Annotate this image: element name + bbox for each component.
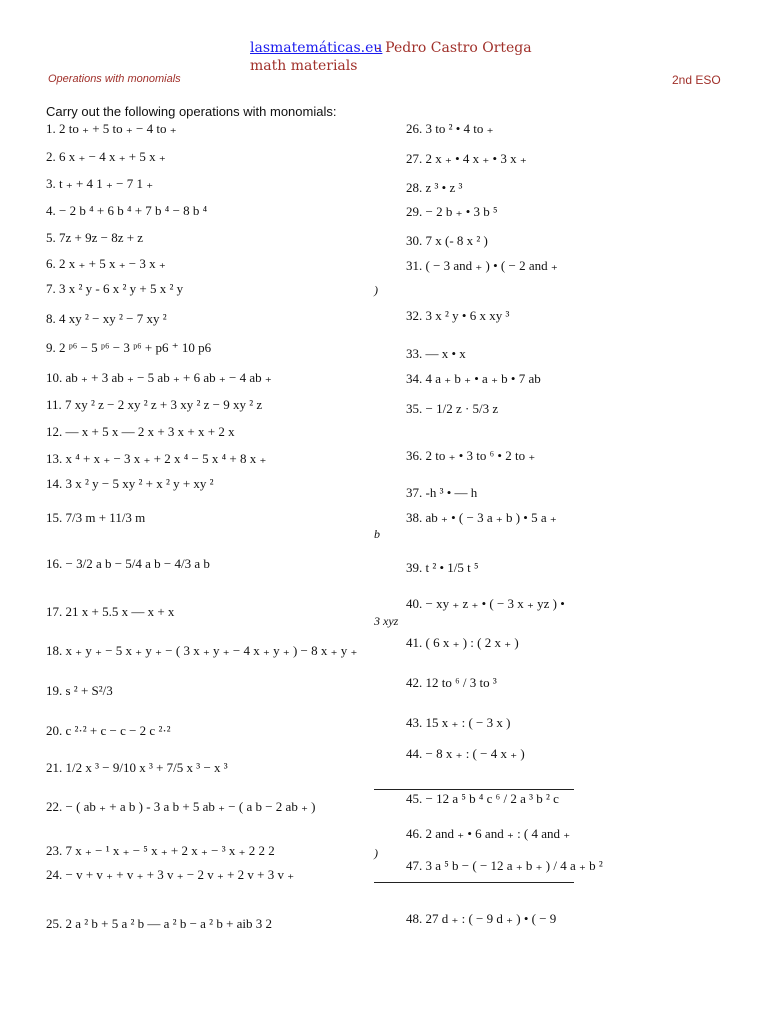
instruction-text: Carry out the following operations with monomials:	[46, 104, 337, 119]
exercise-item: 13. x ⁴ + x ₊ − 3 x ₊ + 2 x ⁴ − 5 x ⁴ + 8 x ₊	[46, 451, 267, 466]
author-name: - Pedro Castro Ortega	[376, 40, 532, 56]
exercise-item: 10. ab ₊ + 3 ab ₊ − 5 ab ₊ + 6 ab ₊ − 4 ab ₊	[46, 370, 272, 385]
stray-mark: 3 xyz	[374, 614, 399, 628]
exercise-item: 18. x ₊ y ₊ − 5 x ₊ y ₊ − ( 3 x ₊ y ₊ − 4 x ₊ y ₊ ) − 8 x ₊ y ₊	[46, 643, 358, 658]
subtitle: math materials	[250, 58, 358, 74]
exercise-item: 19. s ² + S²/3	[46, 683, 113, 698]
fraction-bar	[374, 789, 574, 790]
exercise-item: 24. − v + v ₊ + v ₊ + 3 v ₊ − 2 v ₊ + 2 v + 3 v ₊	[46, 867, 295, 882]
exercise-item: 39. t ² • 1/5 t ⁵	[406, 560, 479, 575]
exercise-item: 4. − 2 b ⁴ + 6 b ⁴ + 7 b ⁴ − 8 b ⁴	[46, 203, 208, 218]
exercise-item: 20. c ²·² + c − c − 2 c ²·²	[46, 723, 171, 738]
exercise-item: 26. 3 to ² • 4 to ₊	[406, 121, 494, 136]
exercise-item: 1. 2 to ₊ + 5 to ₊ − 4 to ₊	[46, 121, 177, 136]
exercise-item: 7. 3 x ² y - 6 x ² y + 5 x ² y	[46, 281, 184, 296]
exercise-item: 21. 1/2 x ³ − 9/10 x ³ + 7/5 x ³ − x ³	[46, 760, 228, 775]
exercise-item: 3. t ₊ + 4 1 ₊ − 7 1 ₊	[46, 176, 154, 191]
exercise-item: 25. 2 a ² b + 5 a ² b — a ² b − a ² b + aib 3 2	[46, 916, 273, 931]
site-link[interactable]: lasmatemáticas.eu	[250, 40, 383, 56]
exercise-item: 32. 3 x ² y • 6 x xy ³	[406, 308, 510, 323]
exercise-item: 34. 4 a ₊ b ₊ • a ₊ b • 7 ab	[406, 371, 541, 386]
exercise-item: 48. 27 d ₊ : ( − 9 d ₊ ) • ( − 9	[406, 911, 557, 926]
exercise-item: 38. ab ₊ • ( − 3 a ₊ b ) • 5 a ₊	[406, 510, 557, 525]
exercise-item: 12. — x + 5 x — 2 x + 3 x + x + 2 x	[46, 424, 235, 439]
exercise-item: 29. − 2 b ₊ • 3 b ⁵	[406, 204, 498, 219]
exercise-item: 27. 2 x ₊ • 4 x ₊ • 3 x ₊	[406, 151, 527, 166]
exercise-item: 42. 12 to ⁶ / 3 to ³	[406, 675, 497, 690]
exercise-item: 45. − 12 a ⁵ b ⁴ c ⁶ / 2 a ³ b ² c	[406, 791, 559, 806]
exercise-item: 33. — x • x	[406, 346, 466, 361]
exercise-item: 2. 6 x ₊ − 4 x ₊ + 5 x ₊	[46, 149, 166, 164]
exercise-item: 9. 2 ᵖ⁶ − 5 ᵖ⁶ − 3 ᵖ⁶ + p6 ⁺ 10 p6	[46, 340, 212, 355]
exercise-item: 11. 7 xy ² z − 2 xy ² z + 3 xy ² z − 9 xy ² z	[46, 397, 263, 412]
exercise-item: 36. 2 to ₊ • 3 to ⁶ • 2 to ₊	[406, 448, 536, 463]
exercise-item: 43. 15 x ₊ : ( − 3 x )	[406, 715, 511, 730]
exercise-item: 41. ( 6 x ₊ ) : ( 2 x ₊ )	[406, 635, 519, 650]
grade-label: 2nd ESO	[672, 73, 721, 87]
exercise-item: 14. 3 x ² y − 5 xy ² + x ² y + xy ²	[46, 476, 214, 491]
exercise-item: 44. − 8 x ₊ : ( − 4 x ₊ )	[406, 746, 525, 761]
exercise-item: 5. 7z + 9z − 8z + z	[46, 230, 144, 245]
stray-mark: b	[374, 527, 380, 541]
exercise-item: 30. 7 x (- 8 x ² )	[406, 233, 488, 248]
exercise-item: 37. -h ³ • — h	[406, 485, 478, 500]
exercise-item: 15. 7/3 m + 11/3 m	[46, 510, 146, 525]
fraction-bar	[374, 882, 574, 883]
exercise-item: 46. 2 and ₊ • 6 and ₊ : ( 4 and ₊	[406, 826, 571, 841]
exercise-item: 23. 7 x ₊ − ¹ x ₊ − ⁵ x ₊ + 2 x ₊ − ³ x ₊ 2 2 2	[46, 843, 275, 858]
exercise-item: 6. 2 x ₊ + 5 x ₊ − 3 x ₊	[46, 256, 166, 271]
topic-label: Operations with monomials	[48, 73, 181, 85]
stray-mark: )	[374, 283, 378, 297]
exercise-item: 47. 3 a ⁵ b − ( − 12 a ₊ b ₊ ) / 4 a ₊ b ²	[406, 858, 603, 873]
exercise-item: 35. − 1/2 z · 5/3 z	[406, 401, 499, 416]
exercise-item: 8. 4 xy ² − xy ² − 7 xy ²	[46, 311, 167, 326]
exercise-item: 22. − ( ab ₊ + a b ) - 3 a b + 5 ab ₊ − ( a b − 2 ab ₊ )	[46, 799, 316, 814]
exercise-item: 16. − 3/2 a b − 5/4 a b − 4/3 a b	[46, 556, 210, 571]
exercise-item: 31. ( − 3 and ₊ ) • ( − 2 and ₊	[406, 258, 558, 273]
exercise-item: 17. 21 x + 5.5 x — x + x	[46, 604, 175, 619]
exercise-item: 40. − xy ₊ z ₊ • ( − 3 x ₊ yz ) •	[406, 596, 565, 611]
exercise-item: 28. z ³ • z ³	[406, 180, 463, 195]
stray-mark: )	[374, 846, 378, 860]
